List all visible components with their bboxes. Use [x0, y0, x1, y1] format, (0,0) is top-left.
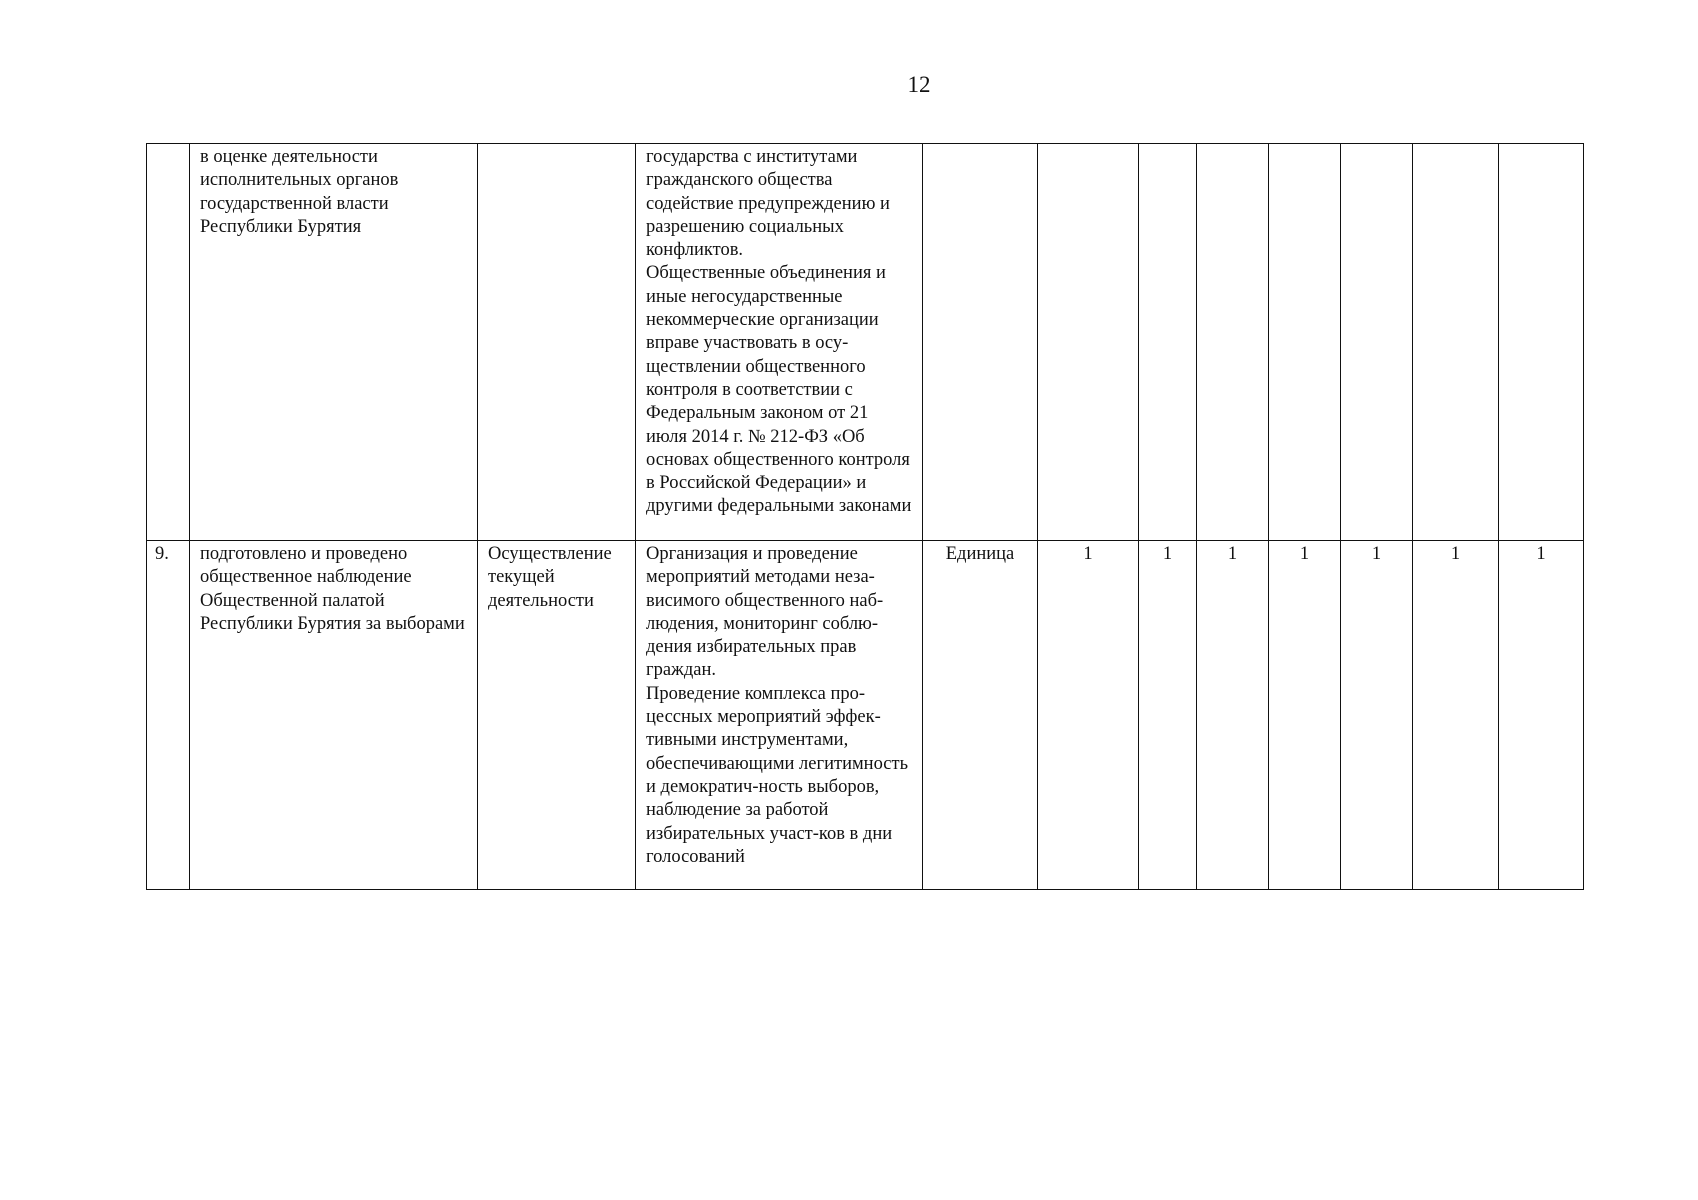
- indicators-table: [146, 143, 1584, 890]
- type-cell: Осуществление текущей деятельности: [478, 541, 636, 890]
- value-cell: 1: [1499, 541, 1584, 890]
- row-number-cell: [147, 144, 190, 541]
- unit-cell: [923, 144, 1038, 541]
- description-paragraph: Общественные объединения и иные негосударственные некоммерческие организации вправе участвовать в осу-ществлении общественного контроля в соответствии с Федеральным законом от 21 июля 2014 г. № 212-ФЗ «Об основах общественного контроля в Российской Федерации» и другими федеральными законами: [646, 263, 912, 517]
- value-cell: [1269, 144, 1341, 541]
- value-cell: 1: [1269, 541, 1341, 890]
- indicator-cell: подготовлено и проведено общественное наблюдение Общественной палатой Республики Бурятия за выборами: [190, 541, 478, 890]
- value-cell: 1: [1341, 541, 1413, 890]
- page-number: 12: [907, 72, 931, 97]
- description-paragraph: Организация и проведение мероприятий методами неза-висимого общественного наб-людения, мониторинг соблю-дения избирательных прав граждан.: [646, 544, 884, 681]
- description-cell: [636, 541, 923, 890]
- value-cell: 1: [1197, 541, 1269, 890]
- description-paragraph: государства с институтами гражданского общества содействие предупреждению и разрешению социальных конфликтов.: [646, 147, 890, 261]
- description-paragraph: Проведение комплекса про-цессных мероприятий эффек-тивными инструментами, обеспечивающими легитимность и демократич-ность выборов, наблюдение за работой избирательных участ-ков в дни голосований: [646, 683, 909, 867]
- value-cell: [1413, 144, 1499, 541]
- value-cell: 1: [1139, 541, 1197, 890]
- description-cell: [636, 144, 923, 541]
- value-cell: [1341, 144, 1413, 541]
- value-cell: 1: [1413, 541, 1499, 890]
- unit-cell: Единица: [923, 541, 1038, 890]
- indicator-cell: в оценке деятельности исполнительных органов государственной власти Республики Бурятия: [190, 144, 478, 541]
- table-row: [147, 144, 1584, 541]
- value-cell: [1038, 144, 1139, 541]
- value-cell: [1499, 144, 1584, 541]
- value-cell: [1197, 144, 1269, 541]
- type-cell: [478, 144, 636, 541]
- table-row: [147, 541, 1584, 890]
- value-cell: 1: [1038, 541, 1139, 890]
- value-cell: [1139, 144, 1197, 541]
- row-number-cell: 9.: [147, 541, 190, 890]
